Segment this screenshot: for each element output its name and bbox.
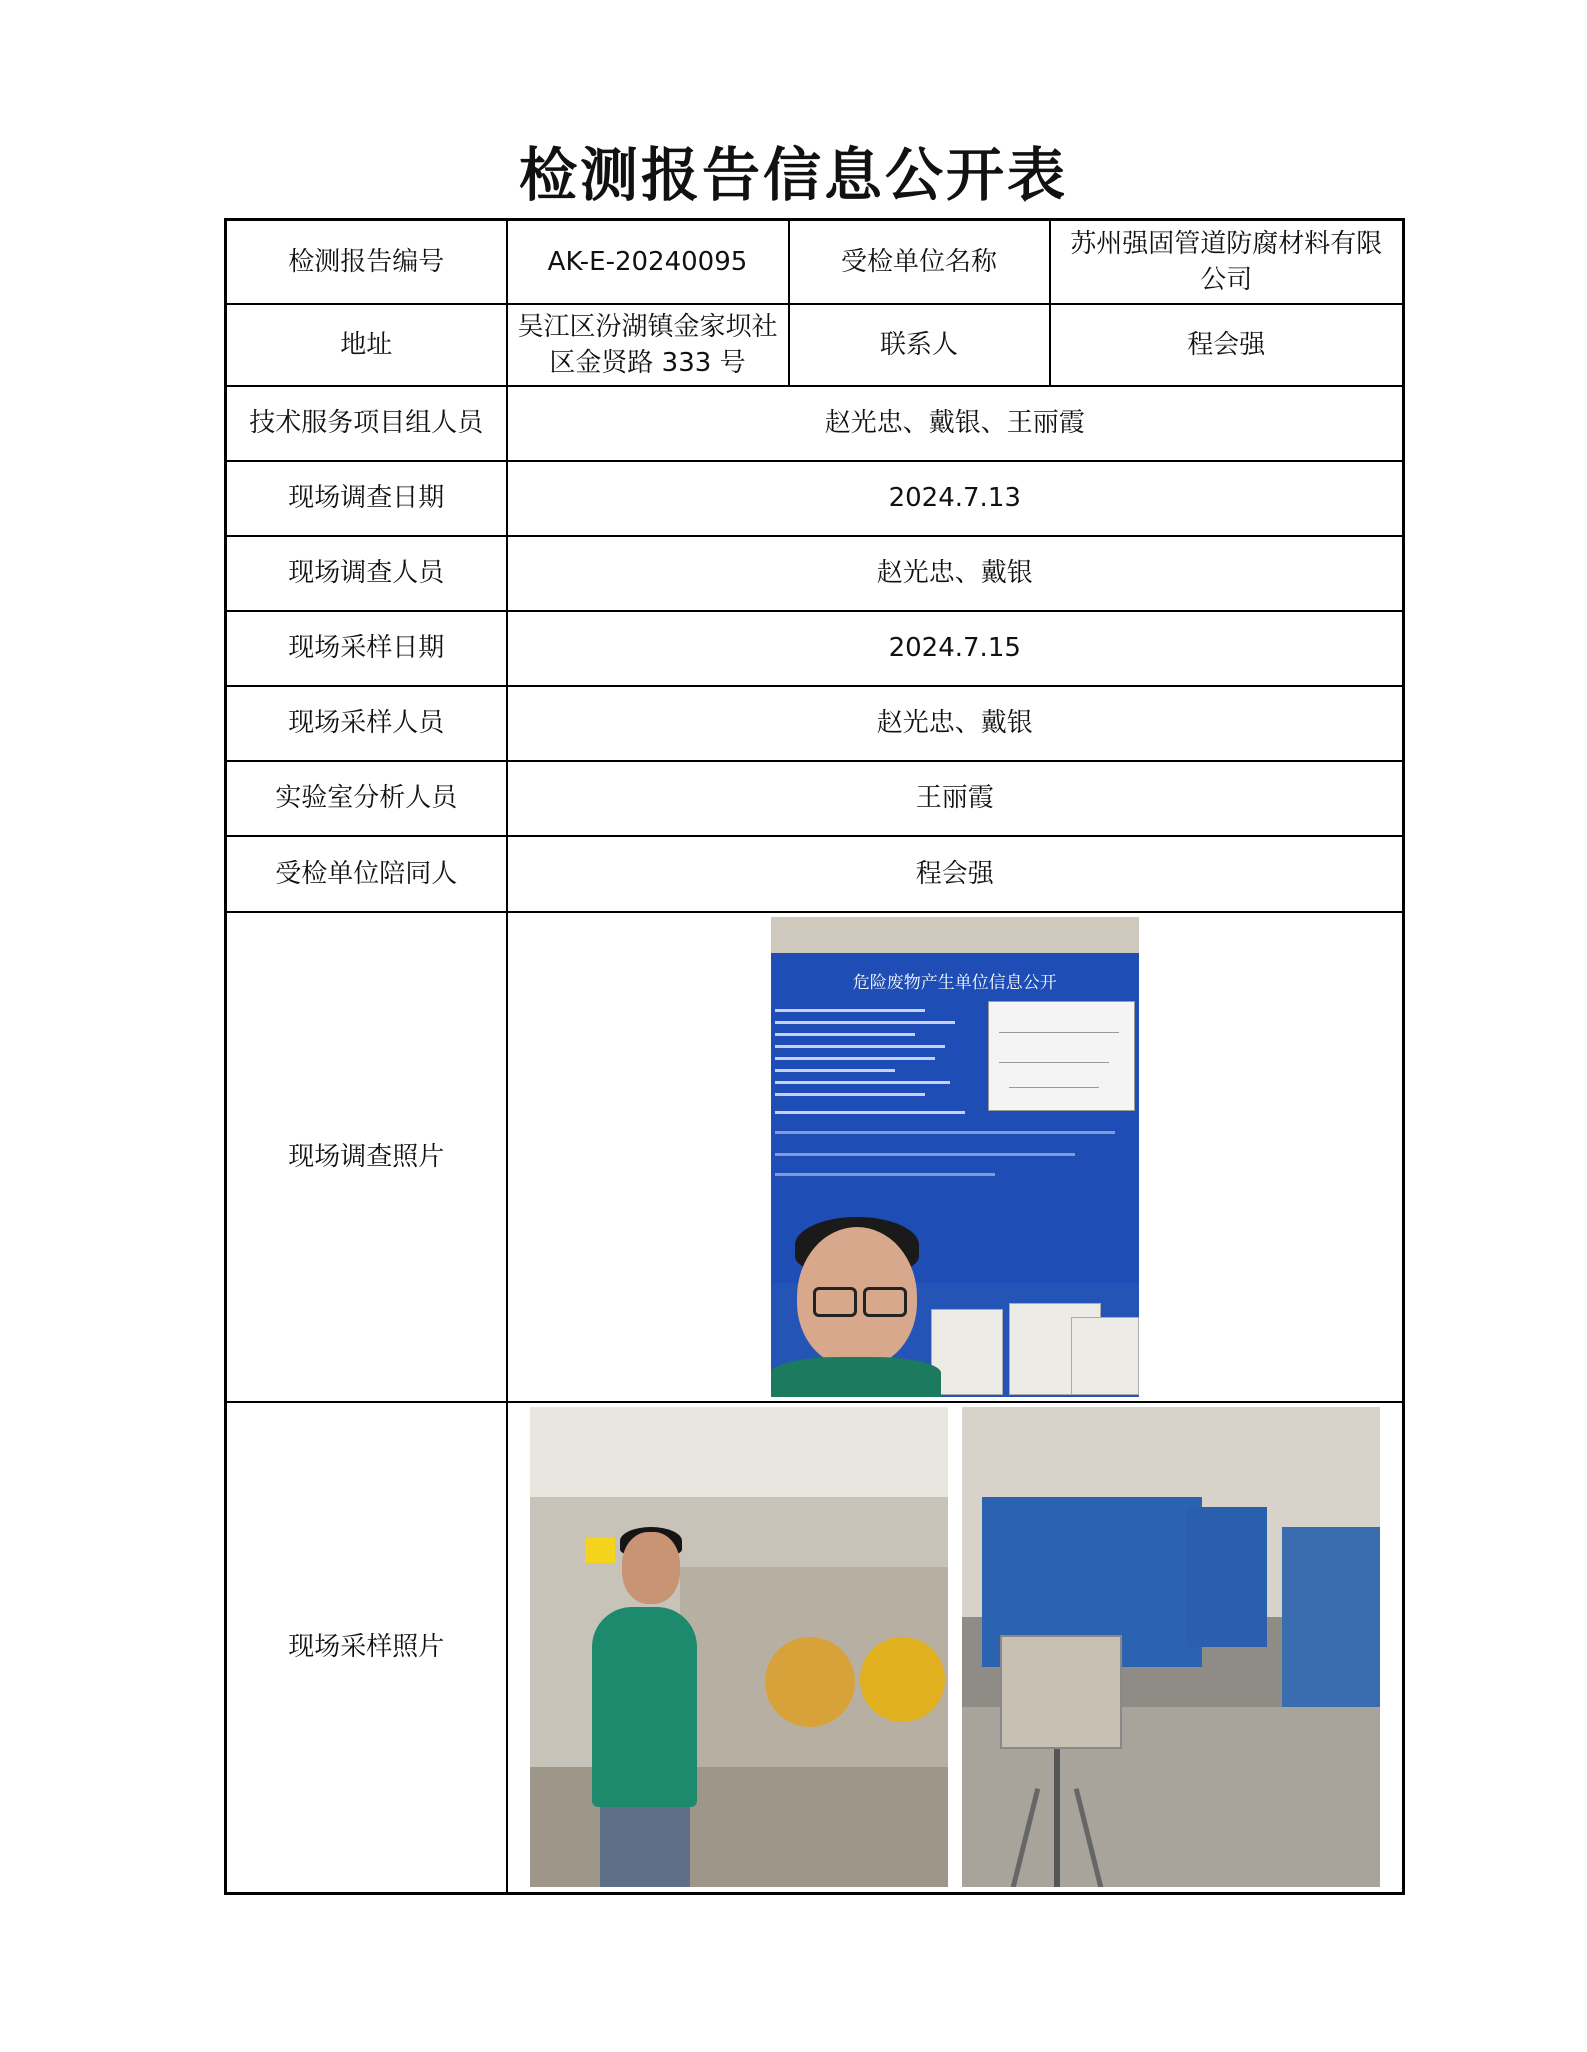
sampling-date-value: 2024.7.15: [507, 611, 1404, 686]
survey-staff-label: 现场调查人员: [226, 536, 507, 611]
row-survey-staff: [226, 536, 1404, 611]
row-sampling-staff: [226, 686, 1404, 761]
sampling-staff-label: 现场采样人员: [226, 686, 507, 761]
survey-photo-label: 现场调查照片: [226, 912, 507, 1402]
contact-value: 程会强: [1050, 304, 1404, 386]
sampling-date-label: 现场采样日期: [226, 611, 507, 686]
board-title: 危险废物产生单位信息公开: [852, 972, 1057, 993]
row-survey-photo: [226, 912, 1404, 1402]
survey-staff-value: 赵光忠、戴银: [507, 536, 1404, 611]
report-no-label: 检测报告编号: [226, 220, 507, 304]
address-value: 吴江区汾湖镇金家坝社区金贤路 333 号: [507, 304, 789, 386]
report-table: [224, 218, 1405, 1895]
lab-staff-value: 王丽霞: [507, 761, 1404, 836]
sampling-photo-label: 现场采样照片: [226, 1402, 507, 1894]
unit-name-value: 苏州强固管道防腐材料有限公司: [1050, 220, 1404, 304]
sampling-photo-right: [962, 1407, 1380, 1887]
row-team: [226, 386, 1404, 461]
team-label: 技术服务项目组人员: [226, 386, 507, 461]
survey-date-value: 2024.7.13: [507, 461, 1404, 536]
team-value: 赵光忠、戴银、王丽霞: [507, 386, 1404, 461]
warning-sign-icon: [585, 1537, 615, 1563]
row-escort: [226, 836, 1404, 912]
contact-label: 联系人: [789, 304, 1050, 386]
sampling-instrument: [1000, 1635, 1122, 1749]
technician-figure: [592, 1607, 697, 1807]
address-label: 地址: [226, 304, 507, 386]
escort-value: 程会强: [507, 836, 1404, 912]
row-report-no: [226, 220, 1404, 304]
site-plan-image: [988, 1001, 1135, 1111]
sampling-photo-left: [530, 1407, 948, 1887]
escort-label: 受检单位陪同人: [226, 836, 507, 912]
row-sampling-date: [226, 611, 1404, 686]
sampling-staff-value: 赵光忠、戴银: [507, 686, 1404, 761]
row-survey-date: [226, 461, 1404, 536]
row-lab-staff: [226, 761, 1404, 836]
row-sampling-photo: [226, 1402, 1404, 1894]
unit-name-label: 受检单位名称: [789, 220, 1050, 304]
page-title: 检测报告信息公开表: [518, 141, 1068, 209]
report-no-value: AK-E-20240095: [507, 220, 789, 304]
survey-photo: [771, 917, 1139, 1397]
survey-date-label: 现场调查日期: [226, 461, 507, 536]
row-address: [226, 304, 1404, 386]
lab-staff-label: 实验室分析人员: [226, 761, 507, 836]
